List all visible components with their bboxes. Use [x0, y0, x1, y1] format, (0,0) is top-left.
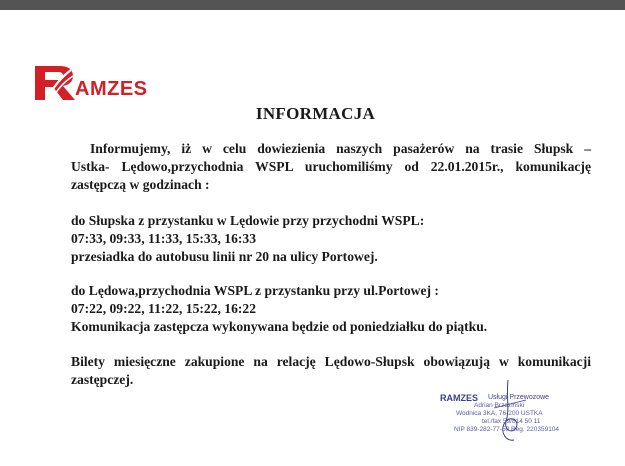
to-slupsk-times: 07:33, 09:33, 11:33, 15:33, 16:33 — [71, 231, 257, 246]
stamp-company: Usługi Przewozowe — [488, 394, 550, 401]
top-bar — [0, 0, 625, 10]
to-slupsk-note: przesiadka do autobusu linii nr 20 na ulicy Portowej. — [71, 249, 378, 264]
ramzes-logo — [33, 64, 173, 104]
stamp-line-2: Wodnica 3KA, 76-200 USTKA — [456, 410, 543, 417]
stamp-logo: RAMZES — [440, 393, 478, 403]
intro-rest: Ustka- Lędowo,przychodnia WSPL uruchomiliśmy od 22.01.2015r., komunikację zastępczą w godzinach : — [71, 159, 591, 192]
to-slupsk-heading: do Słupska z przystanku w Lędowie przy przychodni WSPL: — [71, 213, 425, 228]
to-ledowo-heading: do Lędowa,przychodnia WSPL z przystanku przy ul.Portowej : — [71, 283, 439, 298]
stamp-line-4: NIP 839-282-77-50 Reg. 220359104 — [454, 426, 560, 433]
to-slupsk-section — [71, 212, 591, 266]
to-ledowo-times: 07:22, 09:22, 11:22, 15:22, 16:22 — [71, 301, 257, 316]
intro-first-line: Informujemy, iż w celu dowiezienia naszych pasażerów na trasie Słupsk – — [90, 141, 591, 156]
intro-paragraph — [71, 140, 591, 194]
document-title: INFORMACJA — [255, 104, 376, 123]
to-ledowo-section — [71, 282, 591, 336]
tickets-paragraph: Bilety miesięczne zakupione na relację Lędowo-Słupsk obowiązują w komunikacji zastępczej. — [71, 354, 591, 387]
stamp-line-1: Adrian Brzeziński — [474, 402, 525, 409]
handwritten-signature — [486, 378, 536, 448]
stamp-line-3: tel./fax 59/814 50 11 — [482, 418, 541, 425]
ramzes-logo-mark-icon — [33, 64, 77, 102]
to-ledowo-note: Komunikacja zastępcza wykonywana będzie od poniedziałku do piątku. — [71, 319, 488, 334]
logo-wordmark: AMZES — [75, 78, 148, 100]
